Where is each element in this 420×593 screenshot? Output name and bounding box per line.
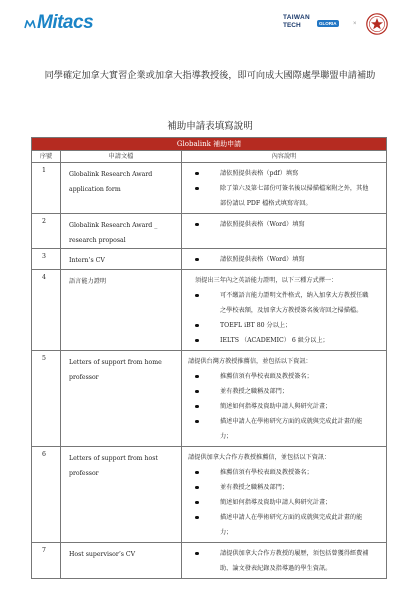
bullet-item: 並有教授之職稱及部門； [188, 384, 382, 399]
table-row [32, 447, 387, 543]
document-title: 補助申請表填寫說明 [167, 121, 253, 132]
page-header [0, 0, 420, 50]
row-number: 3 [32, 249, 61, 270]
taiwan-tech-logo-line2: TECH [283, 22, 301, 29]
bullet-item: 請依照提供表格（Word）填寫 [188, 252, 382, 267]
bullet-item: 可不繳語言能力證明文件格式，納入加拿大方教授任職 [188, 288, 382, 303]
intro-text: 同學確定加拿大實習企業或加拿大指導教授後，即可向成大國際處學聯盟申請補助 [44, 70, 376, 81]
bullet-continuation: 之學校表額，及加拿大方教授簽名後寄回之掃描檔。 [220, 307, 363, 314]
bullet-item: 簡述如何指導及資助申請人與研究計畫； [188, 399, 382, 414]
bullet-item: 推薦信須有學校表頭及教授簽名； [188, 369, 382, 384]
row-number: 7 [32, 543, 61, 579]
bullet-item: 描述申請人在學術研究方面的成就與完成此計畫的能 [188, 510, 382, 525]
row-number: 5 [32, 351, 61, 447]
explanation-intro: 請提供台灣方教授推薦信，並包括以下資訊： [188, 358, 312, 365]
row-document-name: 語言能力證明 [61, 270, 182, 351]
col-header-exp: 內容說明 [182, 151, 387, 163]
bullet-item: 推薦信須有學校表頭及教授簽名； [188, 465, 382, 480]
row-document-name: Letters of support from host professor [61, 447, 182, 543]
bullet-item: 除了第六及第七部份可簽名後以掃描檔案附之外，其他 [188, 181, 382, 196]
bullet-item: 簡述如何指導及資助申請人與研究計畫； [188, 495, 382, 510]
explanation-intro: 請提供加拿大合作方教授推薦信，並包括以下資訊： [188, 454, 331, 461]
row-explanation [182, 543, 387, 579]
taiwan-tech-logo-line1: TAIWAN [283, 14, 310, 21]
bullet-item: 描述申請人在學術研究方面的成就與完成此計畫的能 [188, 414, 382, 429]
instruction-table [31, 137, 387, 579]
bullet-continuation: 部份請以 PDF 檔格式填寫寄回。 [220, 200, 312, 207]
bullet-item: 並有教授之職稱及部門； [188, 480, 382, 495]
row-document-name: Host supervisor’s CV [61, 543, 182, 579]
mitacs-logo-text: Mitacs [37, 12, 94, 33]
bullet-item: 請依照提供表格（Word）填寫 [188, 217, 382, 232]
row-explanation [182, 270, 387, 351]
gloria-badge: GLORIA [319, 21, 337, 26]
row-document-name: Globalink Research Award _ research proposal [61, 214, 182, 249]
col-header-doc: 申請文檔 [61, 151, 182, 163]
bullet-continuation: 力； [220, 529, 233, 536]
row-document-name: Intern’s CV [61, 249, 182, 270]
row-explanation [182, 214, 387, 249]
row-number: 6 [32, 447, 61, 543]
row-number: 4 [32, 270, 61, 351]
taiwan-tech-logo [283, 14, 345, 36]
mitacs-logo-mark-icon [24, 13, 36, 22]
table-band-title: Globalink 補助申請 [32, 138, 387, 151]
row-explanation [182, 249, 387, 270]
row-explanation [182, 447, 387, 543]
table-band-row [32, 138, 387, 151]
table-row [32, 543, 387, 579]
table-row [32, 351, 387, 447]
table-row [32, 270, 387, 351]
table-row [32, 214, 387, 249]
bullet-item: 請依照提供表格（pdf）填寫 [188, 166, 382, 181]
bullet-continuation: 力； [220, 433, 233, 440]
table-row [32, 249, 387, 270]
row-document-name: Globalink Research Award application form [61, 163, 182, 214]
bullet-continuation: 助、論文發表紀錄及指導過的學生資訊。 [220, 565, 332, 572]
row-number: 2 [32, 214, 61, 249]
table-header-row [32, 151, 387, 163]
university-seal-icon [366, 13, 388, 35]
row-explanation [182, 163, 387, 214]
table-row [32, 163, 387, 214]
row-explanation [182, 351, 387, 447]
bullet-item: 請提供加拿大合作方教授的履歷，須包括曾獲得經費補 [188, 546, 382, 561]
row-document-name: Letters of support from home professor [61, 351, 182, 447]
col-header-seq: 序號 [32, 151, 61, 163]
table-body [32, 163, 387, 579]
bullet-item: IELTS （ACADEMIC） 6 級分以上； [188, 333, 382, 348]
bullet-item: TOEFL iBT 80 分以上； [188, 318, 382, 333]
logo-separator: × [353, 21, 357, 27]
mitacs-logo [24, 12, 93, 34]
row-number: 1 [32, 163, 61, 214]
explanation-intro: 須提出三年內之英語能力證明，以下三種方式擇一： [195, 277, 338, 284]
